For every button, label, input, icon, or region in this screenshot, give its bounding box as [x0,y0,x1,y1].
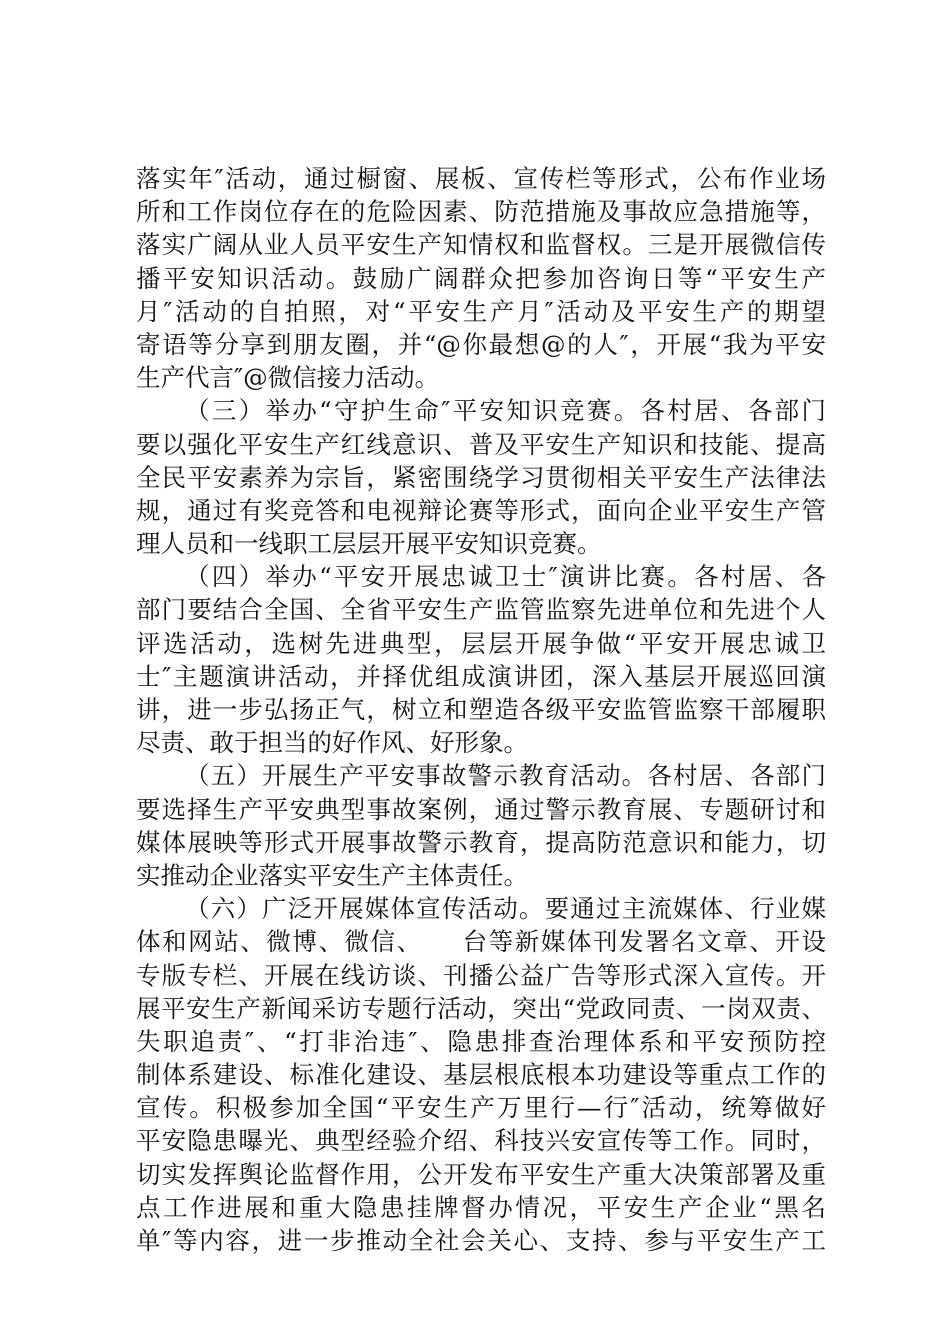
paragraph-line: 播平安知识活动。鼓励广阔群众把参加咨询日等“平安生产 [136,263,826,293]
paragraph-line: 尽责、敢于担当的好作风、好形象。 [136,728,528,758]
paragraph-line: 单″等内容，进一步推动全社会关心、支持、参与平安生产工 [136,1226,826,1255]
paragraph-line: 规，通过有奖竞答和电视辩论赛等形式，面向企业平安生产管 [136,495,826,525]
paragraph-first-line: （五）开展生产平安事故警示教育活动。各村居、各部门 [185,761,826,791]
paragraph-line: 实推动企业落实平安生产主体责任。 [136,860,528,890]
paragraph-line: 媒体展映等形式开展事故警示教育，提高防范意识和能力，切 [136,827,826,857]
paragraph-line: 制体系建设、标准化建设、基层根底根本功建设等重点工作的 [136,1060,826,1090]
document-body-text [136,162,826,1257]
paragraph-line: 体和网站、微博、微信、 台等新媒体刊发署名文章、开设 [136,927,826,957]
paragraph-line: 点工作进展和重大隐患挂牌督办情况，平安生产企业“黑名 [136,1192,826,1222]
paragraph-line: 讲，进一步弘扬正气，树立和塑造各级平安监管监察干部履职 [136,695,826,724]
paragraph-line: 全民平安素养为宗旨，紧密围绕学习贯彻相关平安生产法律法 [136,462,826,492]
paragraph-line: 失职追责″、“打非治违″、隐患排查治理体系和平安预防控 [136,1026,826,1056]
paragraph-line: 展平安生产新闻采访专题行活动，突出“党政同责、一岗双责、 [136,993,826,1023]
paragraph-line: 要选择生产平安典型事故案例，通过警示教育展、专题研讨和 [136,794,826,824]
paragraph-line: 士″主题演讲活动，并择优组成演讲团，深入基层开展巡回演 [136,661,826,691]
paragraph-line: 评选活动，选树先进典型，层层开展争做“平安开展忠诚卫 [136,628,826,658]
paragraph-line: 平安隐患曝光、典型经验介绍、科技兴安宣传等工作。同时， [136,1126,826,1156]
paragraph-line: 专版专栏、开展在线访谈、刊播公益广告等形式深入宣传。开 [136,960,826,990]
paragraph-line: 生产代言″@微信接力活动。 [136,363,440,393]
paragraph-line: 宣传。积极参加全国“平安生产万里行—行″活动，统筹做好 [136,1093,826,1123]
paragraph-first-line: （四）举办“平安开展忠诚卫士″演讲比赛。各村居、各 [185,562,826,592]
paragraph-line: 理人员和一线职工层层开展平安知识竞赛。 [136,529,602,559]
paragraph-line: 所和工作岗位存在的危险因素、防范措施及事故应急措施等， [136,197,826,227]
paragraph-line: 落实年″活动，通过橱窗、展板、宣传栏等形式，公布作业场 [136,164,826,193]
paragraph-line: 部门要结合全国、全省平安生产监管监察先进单位和先进个人 [136,595,826,625]
paragraph-line: 落实广阔从业人员平安生产知情权和监督权。三是开展微信传 [136,230,826,260]
paragraph-line: 寄语等分享到朋友圈，并“@你最想@的人″，开展“我为平安 [136,329,826,359]
paragraph-first-line: （三）举办“守护生命″平安知识竞赛。各村居、各部门 [185,396,826,426]
paragraph-line: 要以强化平安生产红线意识、普及平安生产知识和技能、提高 [136,429,826,459]
paragraph-line: 切实发挥舆论监督作用，公开发布平安生产重大决策部署及重 [136,1159,826,1189]
paragraph-first-line: （六）广泛开展媒体宣传活动。要通过主流媒体、行业媒 [185,894,826,924]
paragraph-line: 月″活动的自拍照，对“平安生产月″活动及平安生产的期望 [136,296,826,326]
